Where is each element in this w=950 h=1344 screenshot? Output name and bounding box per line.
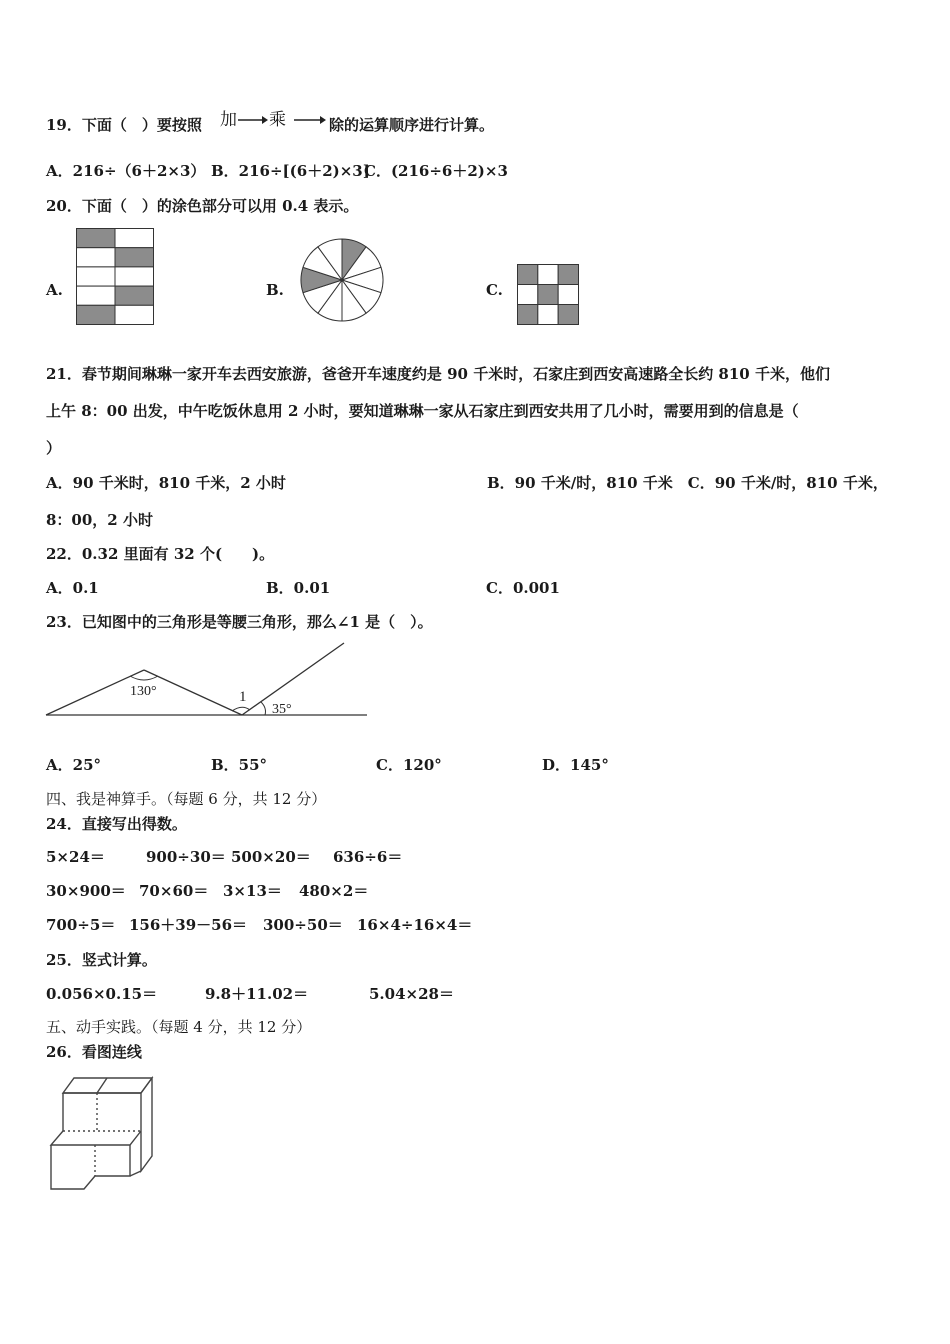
q21-line3: ） [46, 439, 62, 457]
q23-option-a: A．25° [46, 756, 102, 774]
q20-stem: 20．下面（ ）的涂色部分可以用 0.4 表示。 [46, 197, 359, 215]
q22-option-a: A．0.1 [46, 579, 99, 597]
shaded-cell [558, 265, 578, 285]
section4-title: 四、我是神算手。（每题 6 分，共 12 分） [46, 790, 327, 808]
q19-flow-add: 加 [220, 110, 237, 130]
q22-stem: 22．0.32 里面有 32 个( )。 [46, 545, 275, 563]
q24-item: 480×2＝ [299, 882, 369, 900]
q19-stem-b: 除的运算顺序进行计算。 [329, 116, 495, 134]
q19-option-a: A．216÷（6＋2×3） [46, 162, 206, 180]
q19-stem-a: 19．下面（ ）要按照 [46, 116, 202, 134]
shaded-cell [538, 285, 558, 305]
q25-item: 9.8＋11.02＝ [205, 985, 309, 1003]
shaded-cell [115, 286, 154, 305]
q23-option-b: B．55° [211, 756, 268, 774]
angle1-label: 1 [239, 689, 247, 705]
q19-flow-multiply: 乘 [269, 110, 286, 130]
q20-label-a: A. [46, 281, 63, 299]
top-face-divider [97, 1078, 107, 1093]
section5-title: 五、动手实践。（每题 4 分，共 12 分） [46, 1018, 312, 1036]
q21-line2: 上午 8：00 出发，中午吃饭休息用 2 小时，要知道琳琳一家从石家庄到西安共用了几小时，需要用到的信息是（ [46, 402, 799, 420]
q20-label-b: B. [266, 281, 284, 299]
grid-cell [77, 267, 116, 286]
triangle-right-side [144, 670, 242, 715]
q22-option-b: B．0.01 [266, 579, 331, 597]
shaded-cell [518, 305, 538, 325]
angle1-arc [232, 707, 250, 711]
shaded-cell [115, 248, 154, 267]
q20-label-c: C. [486, 281, 503, 299]
top-face [63, 1078, 152, 1093]
q24-item: 700÷5＝ [46, 916, 116, 934]
grid-cell [115, 229, 154, 248]
q24-item: 5×24＝ [46, 848, 105, 866]
grid-cell [77, 286, 116, 305]
angle2-label: 35° [272, 702, 292, 717]
shaded-cell [518, 265, 538, 285]
q24-item: 156＋39－56＝ [129, 916, 248, 934]
grid-cell [77, 248, 116, 267]
front-face [51, 1145, 130, 1189]
grid-cell [538, 265, 558, 285]
q20-figure-b-circle [300, 238, 384, 322]
q19-option-c: C．(216÷6＋2)×3 [364, 162, 508, 180]
q24-item: 70×60＝ [139, 882, 209, 900]
q25-item: 0.056×0.15＝ [46, 985, 158, 1003]
shaded-cell [558, 305, 578, 325]
step-top [51, 1131, 141, 1145]
q24-item: 500×20＝ [231, 848, 311, 866]
q24-item: 30×900＝ [46, 882, 126, 900]
slanted-ray [242, 643, 344, 715]
q26-stem: 26．看图连线 [46, 1043, 142, 1061]
q23-triangle-figure [44, 640, 374, 725]
q26-cube-figure [46, 1074, 158, 1192]
q24-stem: 24．直接写出得数。 [46, 815, 187, 833]
q24-item: 16×4÷16×4＝ [357, 916, 473, 934]
arrow-right-icon [238, 115, 268, 125]
q21-line1: 21．春节期间琳琳一家开车去西安旅游，爸爸开车速度约是 90 千米时，石家庄到西安高速路全长约 810 千米，他们 [46, 365, 830, 383]
grid-cell [558, 285, 578, 305]
q24-item: 900÷30＝ [146, 848, 226, 866]
grid-cell [115, 267, 154, 286]
q23-stem: 23．已知图中的三角形是等腰三角形，那么∠1 是（ ）。 [46, 613, 433, 631]
grid-cell [115, 305, 154, 324]
q19-option-b: B．216÷[(6＋2)×3] [211, 162, 370, 180]
apex-angle-arc [130, 676, 158, 680]
q25-item: 5.04×28＝ [369, 985, 454, 1003]
q22-option-c: C．0.001 [486, 579, 560, 597]
q24-item: 636÷6＝ [333, 848, 403, 866]
q23-option-c: C．120° [376, 756, 442, 774]
q25-stem: 25．竖式计算。 [46, 951, 157, 969]
q24-item: 3×13＝ [223, 882, 282, 900]
q24-item: 300÷50＝ [263, 916, 343, 934]
shaded-cell [77, 229, 116, 248]
q21-option-bc: B．90 千米/时，810 千米 C．90 千米/时，810 千米， [487, 474, 888, 492]
q21-option-a: A．90 千米时，810 千米，2 小时 [46, 474, 286, 492]
right-face [141, 1078, 152, 1171]
arrow-right-icon [294, 115, 326, 125]
grid-cell [518, 285, 538, 305]
angle2-arc [261, 702, 266, 715]
apex-angle-label: 130° [130, 684, 157, 699]
shaded-cell [77, 305, 116, 324]
q20-figure-a-grid [76, 228, 154, 325]
grid-cell [538, 305, 558, 325]
q21-option-c-cont: 8：00，2 小时 [46, 511, 153, 529]
q23-option-d: D．145° [542, 756, 609, 774]
q20-figure-c-grid [517, 264, 579, 325]
